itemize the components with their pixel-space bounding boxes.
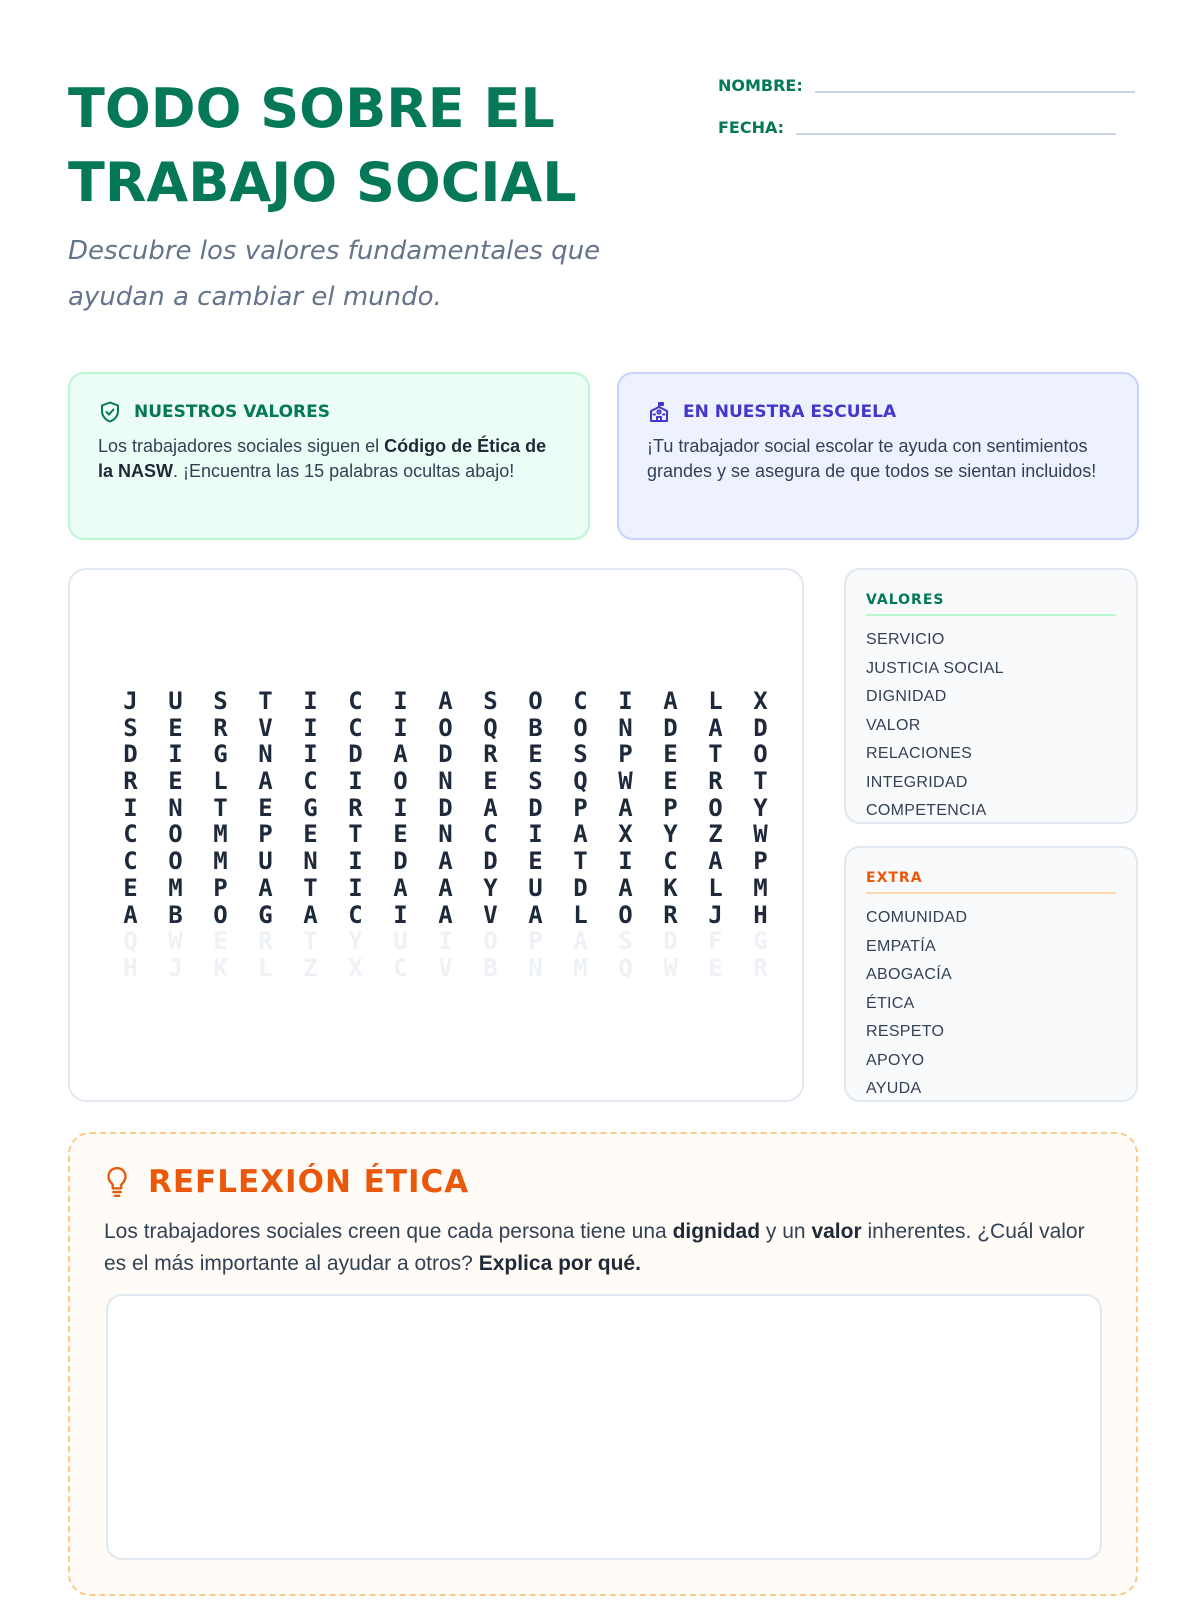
grid-letter[interactable]: P — [753, 847, 768, 876]
grid-letter[interactable]: Y — [483, 873, 498, 902]
word-list-item: EMPATÍA — [866, 937, 936, 955]
grid-letter-faint[interactable]: Q — [123, 927, 138, 956]
grid-letter[interactable]: Q — [483, 713, 498, 742]
grid-letter[interactable]: C — [348, 713, 363, 742]
values-card-title: NUESTROS VALORES — [134, 402, 330, 422]
grid-letter[interactable]: A — [528, 900, 543, 929]
grid-letter-faint[interactable]: M — [573, 953, 588, 982]
shield-check-icon — [98, 400, 122, 424]
school-card — [617, 372, 1139, 540]
grid-letter[interactable]: A — [483, 793, 498, 822]
grid-letter[interactable]: T — [348, 820, 363, 849]
grid-letter[interactable]: H — [753, 900, 768, 929]
title-line-1: TODO SOBRE EL — [68, 77, 555, 140]
grid-letter[interactable]: Y — [663, 820, 678, 849]
grid-letter[interactable]: I — [303, 713, 318, 742]
grid-letter[interactable]: D — [483, 847, 498, 876]
grid-letter[interactable]: N — [303, 847, 318, 876]
prompt-bold-explica: Explica por qué. — [478, 1252, 641, 1275]
grid-letter[interactable]: I — [393, 793, 408, 822]
grid-letter[interactable]: I — [618, 847, 633, 876]
grid-letter[interactable]: C — [303, 767, 318, 796]
grid-letter[interactable]: A — [438, 900, 453, 929]
valores-list-title: VALORES — [866, 592, 1116, 616]
grid-letter[interactable]: A — [618, 793, 633, 822]
grid-letter-faint[interactable]: E — [213, 927, 228, 956]
grid-letter[interactable]: R — [483, 740, 498, 769]
grid-letter[interactable]: R — [123, 767, 138, 796]
grid-letter[interactable]: O — [168, 847, 183, 876]
grid-letter[interactable]: K — [663, 873, 678, 902]
word-list-item: AYUDA — [866, 1080, 922, 1097]
grid-letter-faint[interactable]: S — [618, 927, 633, 956]
grid-letter[interactable]: O — [168, 820, 183, 849]
grid-letter[interactable]: C — [348, 900, 363, 929]
grid-letter[interactable]: D — [573, 873, 588, 902]
values-card-text — [98, 434, 560, 484]
grid-letter[interactable]: N — [438, 820, 453, 849]
grid-letter[interactable]: A — [438, 873, 453, 902]
grid-letter[interactable]: T — [753, 767, 768, 796]
grid-letter-faint[interactable]: Z — [303, 953, 318, 982]
grid-letter[interactable]: A — [258, 767, 273, 796]
values-text-after: . ¡Encuentra las 15 palabras ocultas abajo! — [173, 461, 515, 481]
grid-letter[interactable]: D — [753, 713, 768, 742]
grid-letter[interactable]: M — [213, 847, 228, 876]
grid-letter[interactable]: G — [303, 793, 318, 822]
grid-letter[interactable]: C — [123, 847, 138, 876]
grid-letter[interactable]: C — [123, 820, 138, 849]
grid-letter-faint[interactable]: R — [258, 927, 273, 956]
prompt-part-3: inherentes. ¿Cuál valor es el más importante al ayudar a otros? — [104, 1220, 1085, 1275]
grid-letter-faint[interactable]: V — [438, 953, 453, 982]
grid-letter[interactable]: J — [123, 687, 138, 715]
word-list-item: SERVICIO — [866, 631, 945, 648]
grid-letter[interactable]: T — [258, 687, 273, 715]
grid-letter[interactable]: E — [168, 767, 183, 796]
grid-letter[interactable]: R — [663, 900, 678, 929]
grid-letter[interactable]: E — [123, 873, 138, 902]
grid-letter[interactable]: U — [168, 687, 183, 715]
grid-letter[interactable]: M — [213, 820, 228, 849]
grid-letter-faint[interactable]: W — [663, 953, 678, 982]
grid-letter-faint[interactable]: L — [258, 953, 273, 982]
grid-letter[interactable]: E — [663, 767, 678, 796]
grid-letter-faint[interactable]: W — [168, 927, 183, 956]
title-line-2: TRABAJO SOCIAL — [68, 151, 577, 214]
grid-letter[interactable]: O — [573, 713, 588, 742]
grid-letter[interactable]: P — [213, 873, 228, 902]
word-list-item: APOYO — [866, 1051, 925, 1069]
grid-letter[interactable]: U — [258, 847, 273, 876]
grid-letter[interactable]: P — [618, 740, 633, 769]
word-list-item: COMUNIDAD — [866, 909, 968, 926]
grid-letter[interactable]: R — [348, 793, 363, 822]
grid-letter[interactable]: N — [258, 740, 273, 769]
grid-letter-faint[interactable]: A — [573, 927, 588, 956]
word-list-item: ÉTICA — [866, 994, 915, 1012]
grid-letter[interactable]: O — [528, 687, 543, 715]
grid-letter-faint[interactable]: P — [528, 927, 543, 956]
extra-word-list — [844, 846, 1138, 1102]
word-list-item: ABOGACÍA — [866, 966, 952, 983]
grid-letter-faint[interactable]: Q — [618, 953, 633, 982]
grid-letter[interactable]: O — [708, 793, 723, 822]
values-card-header — [98, 400, 560, 424]
grid-letter[interactable]: A — [393, 740, 408, 769]
grid-letter[interactable]: G — [213, 740, 228, 769]
grid-letter[interactable]: M — [168, 873, 183, 902]
grid-letter-faint[interactable]: B — [483, 953, 498, 982]
grid-letter[interactable]: A — [393, 873, 408, 902]
values-text-bold: Código de Ética de la NASW — [98, 436, 547, 481]
grid-letter-faint[interactable]: Y — [348, 927, 363, 956]
grid-letter[interactable]: O — [618, 900, 633, 929]
school-card-text: ¡Tu trabajador social escolar te ayuda con sentimientos grandes y se asegura de que todos se sientan incluidos! — [647, 436, 1097, 481]
grid-letter[interactable]: D — [123, 740, 138, 769]
grid-letter-faint[interactable]: C — [393, 953, 408, 982]
grid-letter[interactable]: U — [528, 873, 543, 902]
grid-letter[interactable]: I — [123, 793, 138, 822]
reflection-title: REFLEXIÓN ÉTICA — [148, 1164, 470, 1200]
grid-letter[interactable]: C — [573, 687, 588, 715]
word-list-item: RELACIONES — [866, 745, 973, 762]
grid-letter-faint[interactable]: K — [213, 953, 228, 982]
grid-letter[interactable]: I — [348, 873, 363, 902]
word-list-item: RESPETO — [866, 1023, 945, 1040]
prompt-bold-dignidad: dignidad — [672, 1220, 761, 1243]
grid-letter[interactable]: O — [393, 767, 408, 796]
grid-letter[interactable]: L — [708, 687, 723, 715]
grid-letter[interactable]: I — [348, 767, 363, 796]
grid-letter[interactable]: V — [483, 900, 498, 929]
grid-letter-faint[interactable]: D — [663, 927, 678, 956]
grid-letter[interactable]: I — [393, 687, 408, 715]
subtitle: Descubre los valores fundamentales que ayudan a cambiar el mundo. — [68, 236, 601, 312]
grid-letter[interactable]: P — [258, 820, 273, 849]
values-text-before: Los trabajadores sociales siguen el — [98, 436, 385, 456]
extra-list-title: EXTRA — [866, 870, 1116, 894]
grid-letter[interactable]: A — [258, 873, 273, 902]
name-line[interactable] — [815, 91, 1135, 93]
grid-letter[interactable]: Q — [573, 767, 588, 796]
name-field[interactable] — [718, 76, 1135, 95]
grid-letter[interactable]: S — [483, 687, 498, 715]
grid-letter[interactable]: D — [438, 793, 453, 822]
grid-letter[interactable]: D — [393, 847, 408, 876]
prompt-bold-valor: valor — [811, 1220, 862, 1243]
grid-letter[interactable]: S — [123, 713, 138, 742]
date-line[interactable] — [796, 133, 1116, 135]
grid-letter-faint[interactable]: R — [753, 953, 768, 982]
grid-letter-faint[interactable]: X — [348, 953, 363, 982]
school-card-header — [647, 400, 1109, 424]
grid-letter-faint[interactable]: T — [303, 927, 318, 956]
grid-letter[interactable]: L — [213, 767, 228, 796]
grid-letter[interactable]: C — [663, 847, 678, 876]
worksheet-title — [68, 72, 668, 220]
grid-letter[interactable]: O — [213, 900, 228, 929]
grid-letter-faint[interactable]: O — [483, 927, 498, 956]
grid-letter[interactable]: A — [708, 713, 723, 742]
grid-letter[interactable]: L — [708, 873, 723, 902]
date-label: FECHA: — [718, 118, 785, 137]
grid-letter[interactable]: W — [753, 820, 768, 849]
reflection-header — [104, 1164, 1102, 1200]
grid-letter[interactable]: A — [438, 847, 453, 876]
grid-letter[interactable]: E — [168, 713, 183, 742]
reflection-prompt — [104, 1216, 1102, 1280]
grid-letter[interactable]: S — [573, 740, 588, 769]
word-search-grid[interactable] — [108, 688, 783, 982]
word-list-item: JUSTICIA SOCIAL — [866, 659, 1004, 677]
grid-letter[interactable]: N — [168, 793, 183, 822]
grid-letter[interactable]: T — [303, 873, 318, 902]
grid-letter[interactable]: Z — [708, 820, 723, 849]
grid-letter[interactable]: A — [438, 687, 453, 715]
grid-letter-faint[interactable]: J — [168, 953, 183, 982]
school-card-title: EN NUESTRA ESCUELA — [683, 402, 897, 422]
grid-letter[interactable]: T — [708, 740, 723, 769]
grid-letter[interactable]: C — [348, 687, 363, 715]
grid-letter[interactable]: I — [348, 847, 363, 876]
grid-letter[interactable]: S — [528, 767, 543, 796]
grid-letter-faint[interactable]: U — [393, 927, 408, 956]
school-icon — [647, 400, 671, 424]
grid-letter[interactable]: A — [708, 847, 723, 876]
grid-letter[interactable]: E — [258, 793, 273, 822]
grid-letter[interactable]: W — [618, 767, 633, 796]
reflection-section — [68, 1132, 1138, 1596]
grid-letter[interactable]: A — [618, 873, 633, 902]
word-list-item: INTEGRIDAD — [866, 773, 968, 791]
grid-letter[interactable]: R — [213, 713, 228, 742]
prompt-part-1: Los trabajadores sociales creen que cada persona tiene una — [104, 1220, 673, 1243]
grid-letter[interactable]: I — [618, 687, 633, 715]
grid-letter[interactable]: I — [303, 740, 318, 769]
grid-letter[interactable]: E — [393, 820, 408, 849]
grid-letter[interactable]: V — [258, 713, 273, 742]
word-list-item: DIGNIDAD — [866, 688, 947, 705]
grid-letter-faint[interactable]: I — [438, 927, 453, 956]
grid-letter[interactable]: M — [753, 873, 768, 902]
grid-letter[interactable]: E — [528, 847, 543, 876]
grid-letter[interactable]: I — [393, 900, 408, 929]
grid-letter[interactable]: E — [483, 767, 498, 796]
grid-letter[interactable]: J — [708, 900, 723, 929]
date-field[interactable] — [718, 118, 1116, 137]
grid-letter-faint[interactable]: H — [123, 953, 138, 982]
grid-letter[interactable]: A — [303, 900, 318, 929]
grid-letter[interactable]: G — [258, 900, 273, 929]
grid-letter[interactable]: X — [753, 687, 768, 715]
grid-letter[interactable]: I — [528, 820, 543, 849]
grid-letter[interactable]: D — [348, 740, 363, 769]
grid-letter[interactable]: R — [708, 767, 723, 796]
answer-box[interactable] — [106, 1294, 1102, 1560]
name-label: NOMBRE: — [718, 76, 803, 95]
grid-letter[interactable]: I — [303, 687, 318, 715]
grid-letter[interactable]: D — [663, 713, 678, 742]
grid-letter[interactable]: D — [528, 793, 543, 822]
grid-letter[interactable]: N — [618, 713, 633, 742]
word-list-item: VALOR — [866, 716, 921, 734]
grid-letter[interactable]: A — [663, 687, 678, 715]
word-list-item: COMPETENCIA — [866, 802, 987, 819]
grid-letter[interactable]: E — [663, 740, 678, 769]
grid-letter[interactable]: B — [168, 900, 183, 929]
lightbulb-icon — [104, 1165, 130, 1199]
grid-letter[interactable]: O — [438, 713, 453, 742]
grid-letter[interactable]: P — [573, 793, 588, 822]
grid-letter[interactable]: P — [663, 793, 678, 822]
grid-letter[interactable]: L — [573, 900, 588, 929]
grid-letter[interactable]: X — [618, 820, 633, 849]
values-card — [68, 372, 590, 540]
grid-letter[interactable]: E — [303, 820, 318, 849]
word-search-panel — [68, 568, 804, 1102]
grid-letter[interactable]: O — [753, 740, 768, 769]
prompt-part-2: y un — [760, 1220, 812, 1243]
grid-letter[interactable]: S — [213, 687, 228, 715]
grid-letter[interactable]: T — [213, 793, 228, 822]
grid-letter[interactable]: Y — [753, 793, 768, 822]
grid-letter[interactable]: C — [483, 820, 498, 849]
grid-letter-faint[interactable]: E — [708, 953, 723, 982]
grid-letter[interactable]: A — [573, 820, 588, 849]
grid-letter-faint[interactable]: F — [708, 927, 723, 956]
valores-word-list — [844, 568, 1138, 824]
grid-letter[interactable]: D — [438, 740, 453, 769]
grid-letter[interactable]: E — [528, 740, 543, 769]
grid-letter[interactable]: I — [393, 713, 408, 742]
grid-letter-faint[interactable]: G — [753, 927, 768, 956]
grid-letter[interactable]: T — [573, 847, 588, 876]
grid-letter[interactable]: N — [438, 767, 453, 796]
grid-letter[interactable]: A — [123, 900, 138, 929]
grid-letter[interactable]: B — [528, 713, 543, 742]
grid-letter[interactable]: I — [168, 740, 183, 769]
grid-letter-faint[interactable]: N — [528, 953, 543, 982]
